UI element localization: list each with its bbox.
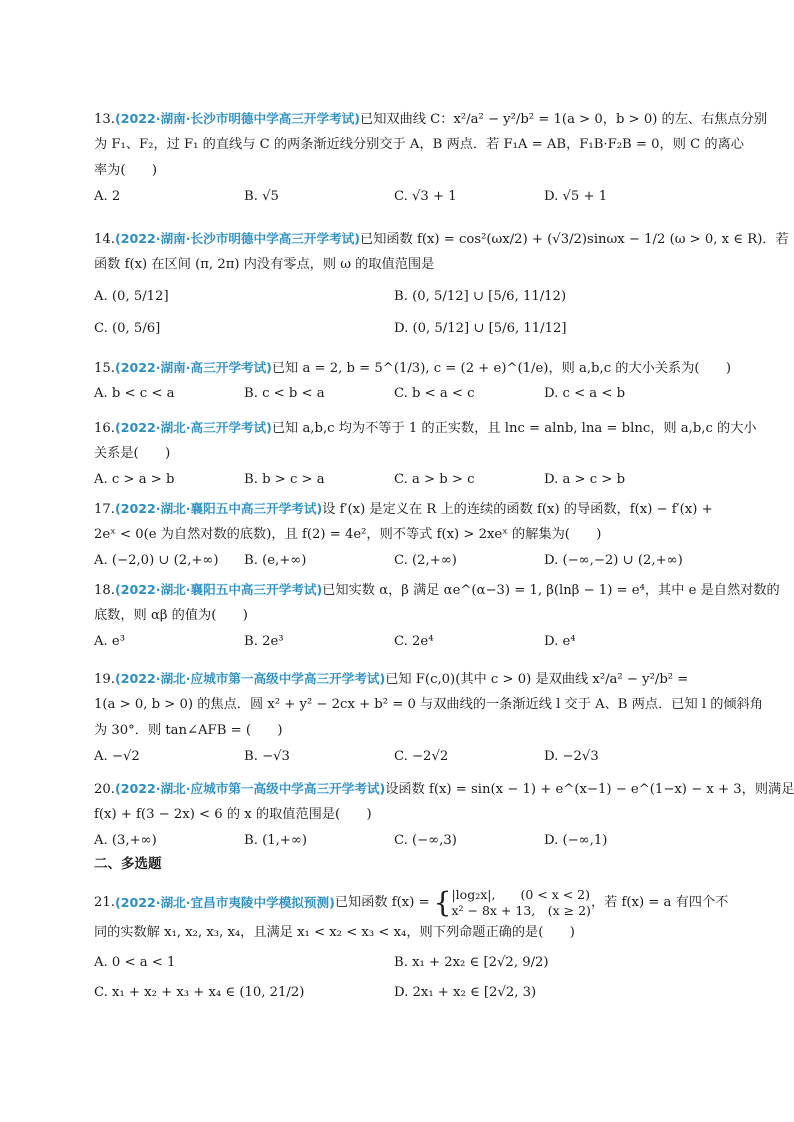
question-text-line: 已知函数 f(x) = cos²(ωx/2) + (√3/2)sinωx − 1/2 (ω > 0, x ∈ R)．若 [360, 232, 789, 247]
question-text-line: 关系是( ) [94, 446, 171, 461]
question-source: (2022·湖北·应城市第一高级中学高三开学考试) [114, 671, 386, 686]
option-c: C. x₁ + x₂ + x₃ + x₄ ∈ (10, 21/2) [94, 985, 305, 1000]
brace: { [433, 886, 452, 919]
piecewise-function [434, 887, 591, 919]
option-d: D. 2x₁ + x₂ ∈ [2√2, 3) [394, 985, 537, 1000]
question-13 [94, 106, 768, 210]
question-source: (2022·湖北·襄阳五中高三开学考试) [114, 501, 323, 516]
question-19 [94, 666, 763, 770]
question-21 [94, 886, 734, 1006]
option-b: B. (0, 5/12] ∪ [5/6, 11/12) [394, 289, 567, 304]
option-b: B. b > c > a [244, 472, 325, 487]
question-text-line: 设函数 f(x) = sin(x − 1) + e^(x−1) − e^(1−x) − x + 3，则满足 [385, 782, 794, 797]
option-a: A. (0, 5/12] [94, 289, 169, 304]
question-number: 16. [94, 421, 115, 436]
section-heading: 二、多选题 [94, 856, 162, 872]
question-text-line: 已知 a = 2, b = 5^(1/3), c = (2 + e)^(1/e)，则 a,b,c 的大小关系为( ) [271, 361, 732, 376]
option-b: B. √5 [244, 189, 279, 204]
option-c: C. −2√2 [394, 749, 449, 764]
question-number: 18. [94, 583, 115, 598]
option-b: B. x₁ + 2x₂ ∈ [2√2, 9/2) [394, 955, 549, 970]
option-c: C. 2e⁴ [394, 634, 434, 649]
question-number: 19. [94, 672, 115, 687]
option-b: B. (e,+∞) [244, 553, 307, 568]
question-source: (2022·湖南·长沙市明德中学高三开学考试) [114, 231, 361, 246]
question-text-line: 为 F₁、F₂，过 F₁ 的直线与 C 的两条渐近线分别交于 A，B 两点．若 F₁A = AB，F₁B·F₂B = 0，则 C 的离心 [94, 137, 744, 152]
question-source: (2022·湖南·高三开学考试) [114, 360, 272, 375]
option-c: C. (−∞,3) [394, 833, 457, 848]
option-a: A. b < c < a [94, 386, 175, 401]
question-source: (2022·湖北·宜昌市夷陵中学模拟预测) [114, 895, 335, 910]
option-b: B. 2e³ [244, 634, 284, 649]
question-number: 20. [94, 782, 115, 797]
option-c: C. (0, 5/6] [94, 321, 161, 336]
answer-options-row-1 [94, 284, 734, 310]
question-15 [94, 355, 734, 407]
option-b: B. (1,+∞) [244, 833, 307, 848]
option-b: B. c < b < a [244, 386, 325, 401]
question-source: (2022·湖北·高三开学考试) [114, 420, 272, 435]
option-a: A. c > a > b [94, 472, 175, 487]
option-d: D. c < a < b [544, 386, 626, 401]
option-d: D. (0, 5/12] ∪ [5/6, 11/12] [394, 321, 567, 336]
option-b: B. −√3 [244, 749, 290, 764]
question-number: 21. [94, 895, 115, 910]
question-text-line: 函数 f(x) 在区间 (π, 2π) 内没有零点，则 ω 的取值范围是 [94, 257, 435, 272]
question-text-line: 已知实数 α，β 满足 αe^(α−3) = 1, β(lnβ − 1) = e⁴，其中 e 是自然对数的 [322, 583, 780, 598]
answer-options [94, 744, 734, 770]
question-text-line: 2eˣ < 0(e 为自然对数的底数)，且 f(2) = 4e²，则不等式 f(x) > 2xeˣ 的解集为( ) [94, 527, 602, 542]
question-number: 14. [94, 232, 115, 247]
question-text-line: 为 30°．则 tan∠AFB = ( ) [94, 723, 283, 738]
answer-options [94, 548, 734, 574]
answer-options [94, 629, 734, 655]
question-number: 17. [94, 502, 115, 517]
question-17 [94, 496, 734, 574]
option-d: D. a > c > b [544, 472, 626, 487]
option-a: A. e³ [94, 634, 125, 649]
question-text-line: ，若 f(x) = a 有四个不 [590, 895, 729, 910]
question-source: (2022·湖北·应城市第一高级中学高三开学考试) [114, 781, 386, 796]
question-number: 13. [94, 112, 115, 127]
option-c: C. b < a < c [394, 386, 475, 401]
option-a: A. (3,+∞) [94, 833, 157, 848]
question-text-line: 已知 F(c,0)(其中 c > 0) 是双曲线 x²/a² − y²/b² = [385, 672, 689, 687]
question-number: 15. [94, 361, 115, 376]
question-text-line: 底数，则 αβ 的值为( ) [94, 608, 248, 623]
option-a: A. (−2,0) ∪ (2,+∞) [94, 553, 219, 568]
question-20 [94, 776, 794, 854]
option-a: A. 2 [94, 189, 121, 204]
option-c: C. √3 + 1 [394, 189, 457, 204]
answer-options-row-2 [94, 316, 734, 342]
question-text-line: 已知函数 f(x) = [334, 895, 430, 910]
answer-options [94, 381, 734, 407]
option-c: C. (2,+∞) [394, 553, 457, 568]
question-16 [94, 415, 757, 493]
question-text-line: 率为( ) [94, 163, 158, 178]
question-text-line: 设 f′(x) 是定义在 R 上的连续的函数 f(x) 的导函数，f(x) − f′(x) + [322, 502, 713, 517]
piece-1: |log₂x|, (0 < x < 2) [451, 887, 591, 902]
option-d: D. −2√3 [544, 749, 599, 764]
question-source: (2022·湖南·长沙市明德中学高三开学考试) [114, 111, 361, 126]
question-source: (2022·湖北·襄阳五中高三开学考试) [114, 582, 323, 597]
option-d: D. (−∞,−2) ∪ (2,+∞) [544, 553, 683, 568]
question-text-line: 已知双曲线 C：x²/a² − y²/b² = 1(a > 0，b > 0) 的左、右焦点分别 [360, 112, 768, 127]
answer-options [94, 467, 734, 493]
option-d: D. e⁴ [544, 634, 576, 649]
question-text-line: f(x) + f(3 − 2x) < 6 的 x 的取值范围是( ) [94, 807, 372, 822]
option-d: D. √5 + 1 [544, 189, 608, 204]
piece-2: x² − 8x + 13, (x ≥ 2) [451, 903, 591, 918]
answer-options [94, 828, 734, 854]
option-d: D. (−∞,1) [544, 833, 608, 848]
option-a: A. −√2 [94, 749, 140, 764]
answer-options-row-1 [94, 950, 734, 976]
question-text-line: 已知 a,b,c 均为不等于 1 的正实数，且 lnc = alnb, lna = blnc，则 a,b,c 的大小 [271, 421, 757, 436]
answer-options-row-2 [94, 980, 734, 1006]
answer-options [94, 184, 734, 210]
option-a: A. 0 < a < 1 [94, 955, 176, 970]
question-text-line: 1(a > 0, b > 0) 的焦点．圆 x² + y² − 2cx + b² = 0 与双曲线的一条渐近线 l 交于 A、B 两点．已知 l 的倾斜角 [94, 697, 763, 712]
question-text-line: 同的实数解 x₁, x₂, x₃, x₄，且满足 x₁ < x₂ < x₃ < x₄，则下列命题正确的是( ) [94, 925, 575, 940]
question-18 [94, 577, 780, 655]
question-14 [94, 226, 789, 342]
option-c: C. a > b > c [394, 472, 475, 487]
